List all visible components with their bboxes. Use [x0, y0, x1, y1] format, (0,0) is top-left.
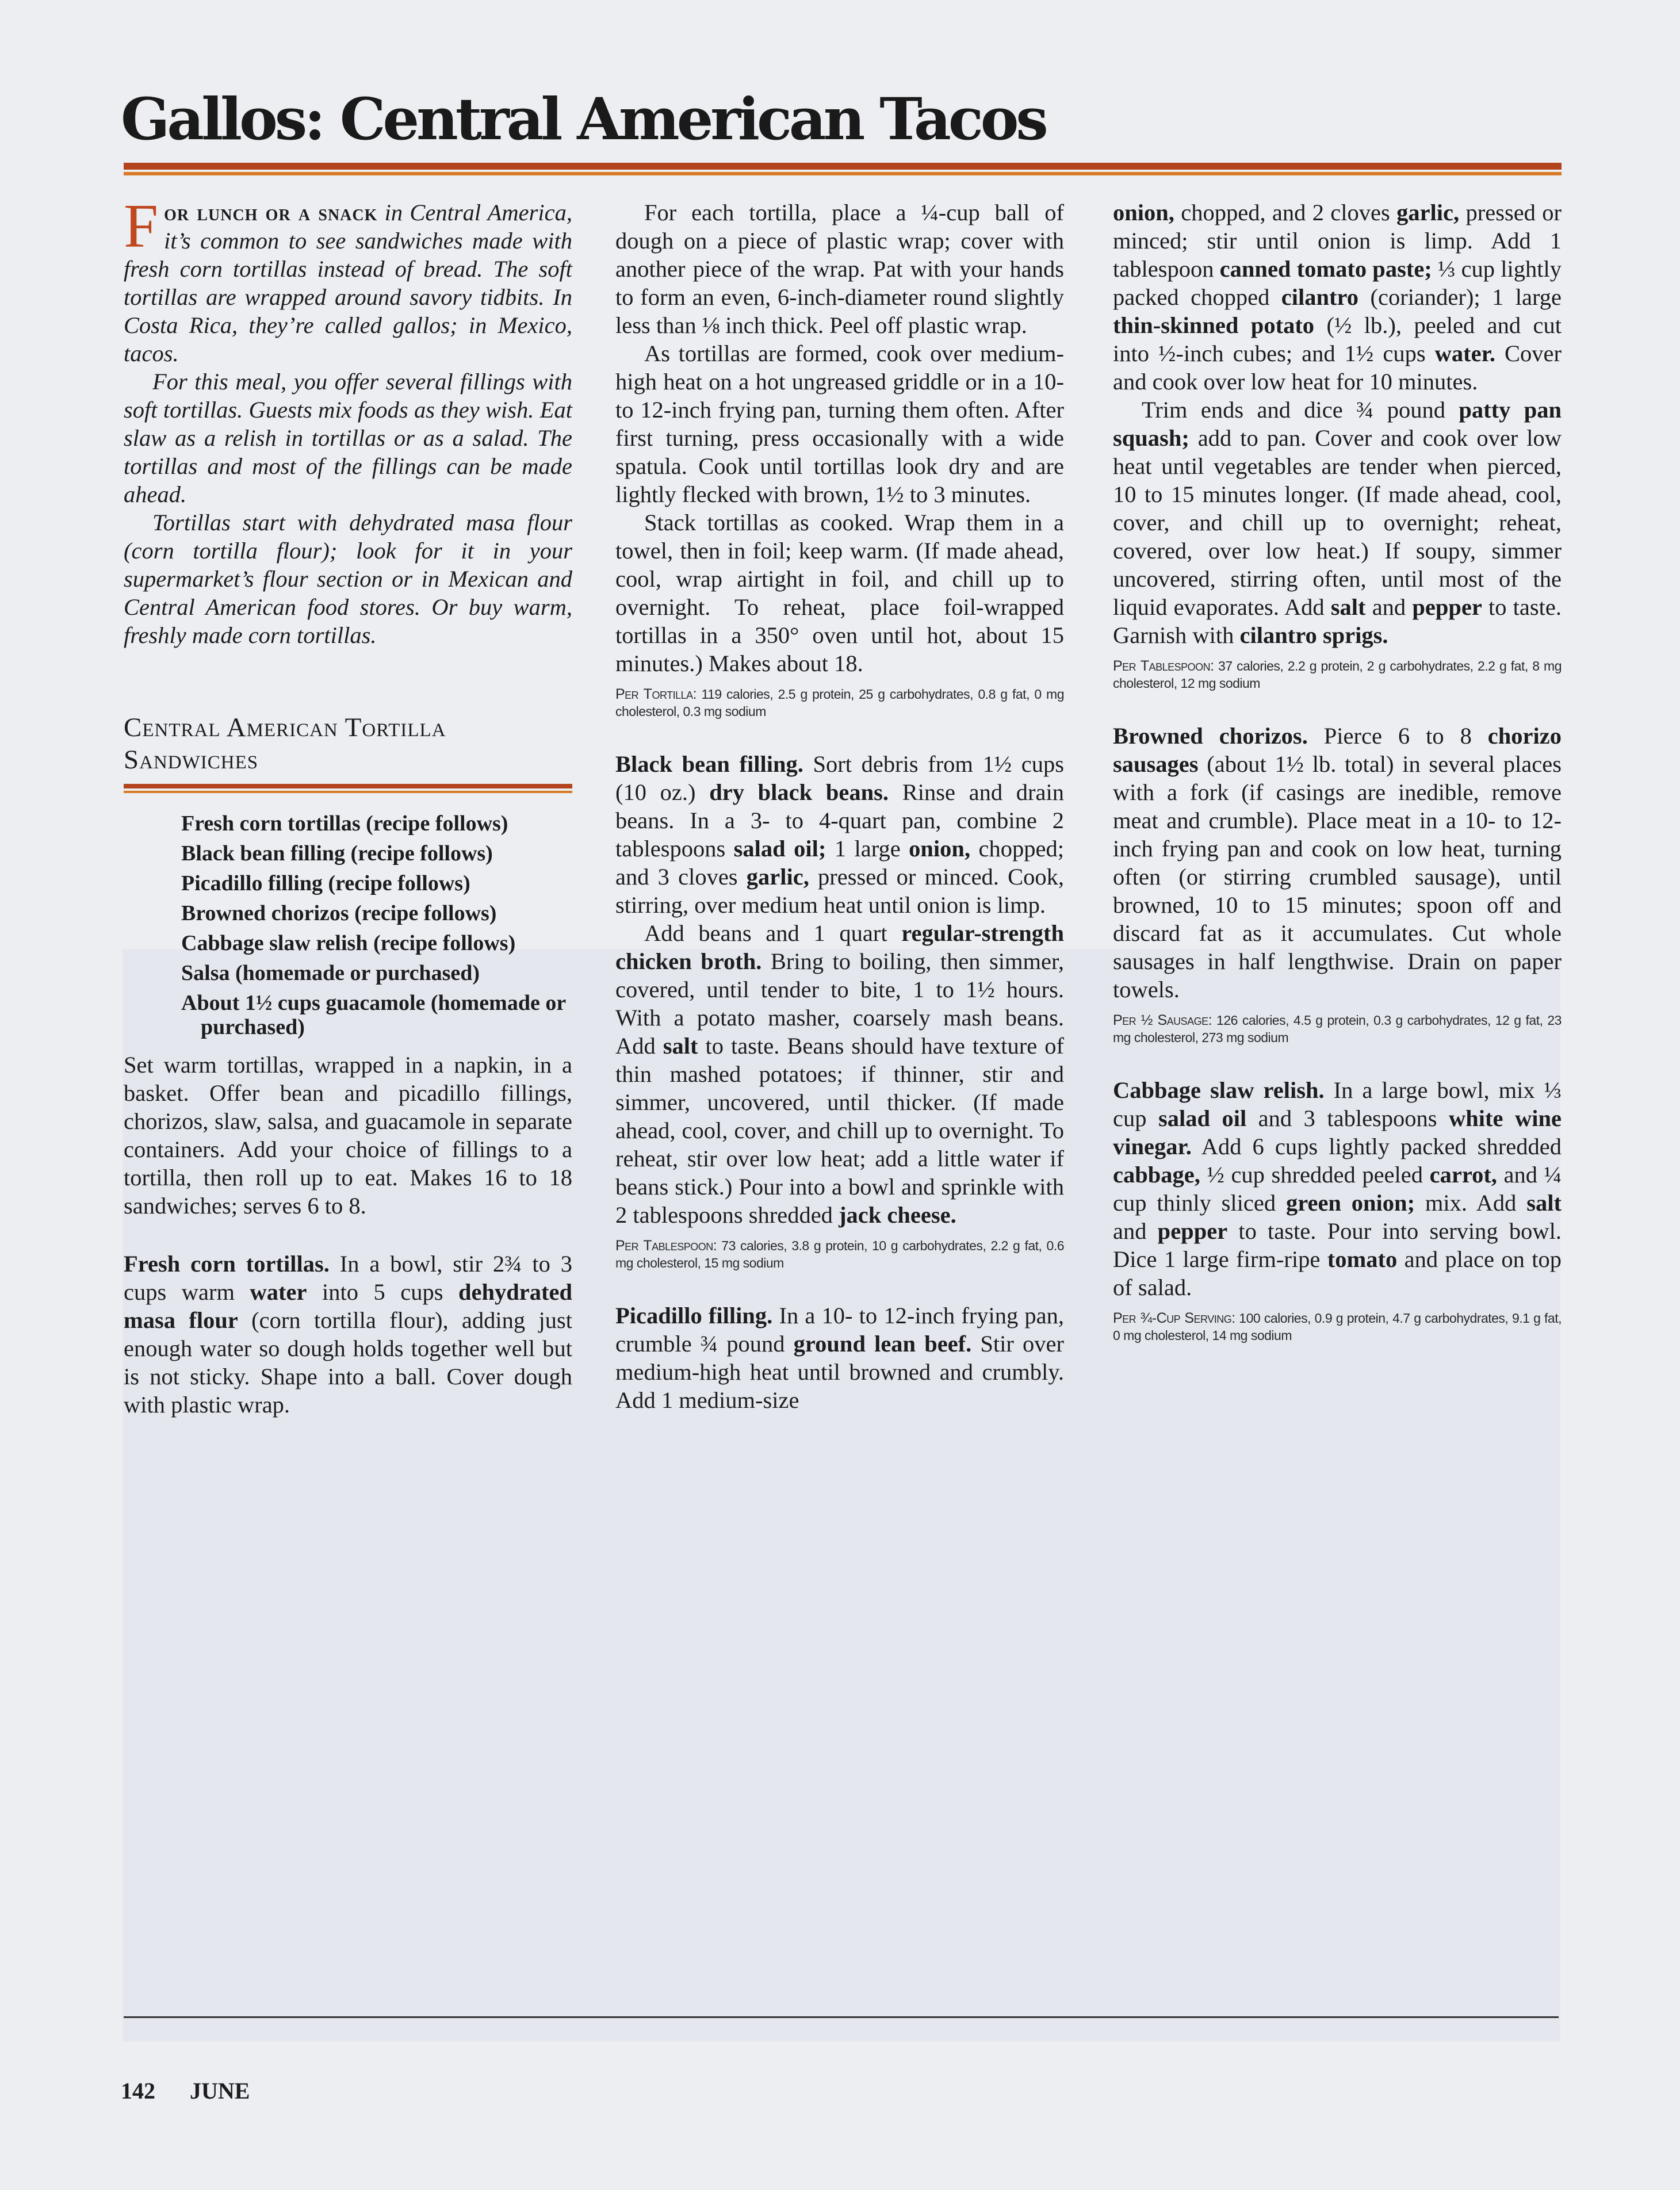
- text-run: chopped, and 2 cloves: [1174, 200, 1397, 225]
- text-run: Pierce 6 to 8: [1307, 723, 1488, 749]
- ingredient-term: water.: [1434, 340, 1495, 366]
- ingredient-term: salt: [663, 1033, 698, 1059]
- ingredient-term: carrot,: [1429, 1162, 1497, 1188]
- recipe-header: [124, 711, 572, 793]
- ingredient-term: garlic,: [746, 864, 809, 890]
- text-run: In a 10- to 12-inch frying pan, crumble ¾ pound: [615, 1303, 1064, 1357]
- ingredient-term: dehydrated masa flour: [124, 1279, 572, 1333]
- ingredient-term: onion,: [1113, 200, 1174, 225]
- nutrition-label: Per Tablespoon:: [1113, 658, 1214, 674]
- ingredient-list: [124, 811, 572, 1039]
- slaw-heading: Cabbage slaw relish.: [1113, 1077, 1325, 1103]
- intro-lead: or lunch or a snack: [164, 200, 378, 225]
- black-bean-paragraph-2: [615, 919, 1064, 1229]
- ingredient-term: ground lean beef.: [793, 1331, 972, 1357]
- text-run: add to pan. Cover and cook over low heat until vegetables are tender when pierced, 10 to 15 minutes longer. (If made ahead, cool, cover, and chill up to overnight; reheat, covered, over low heat.) If soupy, simmer uncovered, stirring often, until most of the liquid evaporates. Add: [1113, 425, 1562, 620]
- chorizos-paragraph: [1113, 722, 1562, 1004]
- ingredient-term: patty pan squash;: [1113, 397, 1562, 451]
- picadillo-paragraph-2: [1113, 396, 1562, 649]
- ingredient-term: salt: [1526, 1190, 1562, 1216]
- text-run: and: [1113, 1218, 1158, 1244]
- ingredient-term: pepper: [1157, 1218, 1228, 1244]
- ingredient-term: salad oil: [1158, 1105, 1247, 1131]
- text-run: Rinse and drain beans. In a 3- to 4-quart pan, combine 2 tablespoons: [615, 779, 1065, 862]
- text-run: into 5 cups: [307, 1279, 458, 1305]
- nutrition-values: 119 calories, 2.5 g protein, 25 g carbohydrates, 0.8 g fat, 0 mg cholesterol, 0.3 mg sodium: [615, 687, 1064, 719]
- column-1: [124, 192, 573, 1419]
- text-run: (½ lb.), peeled and cut into ½-inch cubes; and 1½ cups: [1113, 312, 1562, 366]
- serving-instructions: Set warm tortillas, wrapped in a napkin, in a basket. Offer bean and picadillo fillings, chorizos, slaw, salsa, and guacamole in separate containers. Add your choice of fillings to a tortilla, then roll up to eat. Makes 16 to 18 sandwiches; serves 6 to 8.: [124, 1052, 572, 1219]
- nutrition-values: 37 calories, 2.2 g protein, 2 g carbohydrates, 2.2 g fat, 8 mg cholesterol, 12 mg sodium: [1113, 658, 1562, 691]
- text-run: and: [1365, 594, 1413, 620]
- ingredient-item: Browned chorizos (recipe follows): [181, 901, 497, 925]
- ingredient-term: dry black beans.: [709, 779, 889, 805]
- text-run: and place on top of salad.: [1113, 1246, 1562, 1300]
- recipe-title-line-2: Sandwiches: [124, 745, 259, 775]
- text-run: (coriander); 1 large: [1358, 284, 1562, 310]
- text-run: to taste. Pour into serving bowl. Dice 1 large firm-ripe: [1113, 1218, 1562, 1272]
- ingredient-term: thin-skinned potato: [1113, 312, 1315, 338]
- tortillas-paragraph-3: As tortillas are formed, cook over medium-high heat on a hot ungreased griddle or in a 10- to 12-inch frying pan, turning them often. After first turning, press occasionally with a wide spatula. Cook until tortillas look dry and are lightly flecked with brown, 1½ to 3 minutes.: [615, 340, 1064, 507]
- page-title: Gallos: Central American Tacos: [121, 85, 1046, 153]
- tortillas-heading: Fresh corn tortillas.: [124, 1251, 330, 1277]
- ingredient-term: green onion;: [1285, 1190, 1415, 1216]
- ingredient-term: pepper: [1412, 594, 1482, 620]
- ingredient-term: cilantro: [1281, 284, 1359, 310]
- text-run: mix. Add: [1415, 1190, 1527, 1216]
- title-rule-red: [124, 163, 1562, 170]
- text-run: Bring to boiling, then simmer, covered, until tender to bite, 1 to 1½ hours. With a potato masher, coarsely mash beans. Add: [615, 948, 1064, 1059]
- tortillas-paragraph-1: [124, 1250, 572, 1419]
- ingredient-item: About 1½ cups guacamole (homemade or purchased): [181, 991, 566, 1039]
- ingredient-term: cabbage,: [1113, 1162, 1200, 1188]
- text-run: Sort debris from 1½ cups (10 oz.): [615, 751, 1065, 805]
- ingredient-term: canned tomato paste;: [1219, 256, 1432, 282]
- black-bean-nutrition: [615, 1237, 1064, 1272]
- intro-section: [124, 192, 572, 649]
- column-3: [1113, 198, 1562, 1344]
- drop-cap: F: [124, 192, 159, 261]
- footer-rule: [124, 2016, 1559, 2018]
- text-run: (corn tortilla flour), adding just enough water so dough holds together well but is not sticky. Shape into a ball. Cover dough with plastic wrap.: [124, 1307, 572, 1418]
- title-rule-orange: [124, 172, 1562, 175]
- intro-paragraph-3: Tortillas start with dehydrated masa flour (corn tortilla flour); look for it in your supermarket’s flour section or in Mexican and Central American food stores. Or buy warm, freshly made corn tortillas.: [124, 510, 572, 648]
- picadillo-nutrition: [1113, 657, 1562, 692]
- text-run: pressed or minced. Cook, stirring, over medium heat until onion is limp.: [615, 864, 1064, 918]
- recipe-title-line-1: Central American Tortilla: [124, 713, 446, 742]
- text-run: and 3 tablespoons: [1246, 1105, 1449, 1131]
- ingredient-term: salad oil;: [733, 836, 826, 862]
- text-run: Add 6 cups lightly packed shredded: [1191, 1134, 1562, 1159]
- picadillo-paragraph-1-continued: [1113, 198, 1562, 396]
- ingredient-term: chorizo sausages: [1113, 723, 1562, 777]
- recipe-title: [124, 711, 572, 776]
- chorizos-heading: Browned chorizos.: [1113, 723, 1308, 749]
- nutrition-label: Per Tablespoon:: [615, 1238, 717, 1254]
- intro-text: in Central America, it’s common to see sandwiches made with fresh corn tortillas instead of bread. The soft tortillas are wrapped around savory tidbits. In Costa Rica, they’re called gallos; in Mexico, tacos.: [124, 200, 572, 366]
- text-run: Add beans and 1 quart: [644, 920, 902, 946]
- tortillas-paragraph-4: Stack tortillas as cooked. Wrap them in a towel, then in foil; keep warm. (If made ahead, cool, wrap airtight in foil, and chill up to overnight. To reheat, place foil-wrapped tortillas in a 350° oven until hot, about 15 minutes.) Makes about 18.: [615, 510, 1064, 676]
- issue-month: JUNE: [190, 2078, 250, 2104]
- text-run: ½ cup shredded peeled: [1200, 1162, 1430, 1188]
- ingredient-term: jack cheese.: [839, 1202, 956, 1228]
- text-run: Cover and cook over low heat for 10 minutes.: [1113, 340, 1562, 395]
- text-run: (about 1½ lb. total) in several places with a fork (if casings are inedible, remove meat and crumble). Place meat in a 10- to 12-inch frying pan and cook on low heat, turning often (or stirring crumbled sausage), until browned, 10 to 15 minutes; spoon off and discard fat as it accumulates. Cut whole sausages in half lengthwise. Drain on paper towels.: [1113, 751, 1562, 1002]
- text-run: Trim ends and dice ¾ pound: [1142, 397, 1459, 423]
- text-run: In a bowl, stir 2¾ to 3 cups warm: [124, 1251, 573, 1305]
- text-run: In a large bowl, mix ⅓ cup: [1113, 1077, 1562, 1131]
- column-2: [615, 198, 1064, 1414]
- slaw-paragraph: [1113, 1076, 1562, 1301]
- ingredient-term: water: [250, 1279, 307, 1305]
- nutrition-label: Per ½ Sausage:: [1113, 1012, 1212, 1028]
- black-bean-heading: Black bean filling.: [615, 751, 803, 777]
- recipe-title-rule-orange: [124, 791, 572, 793]
- ingredient-term: tomato: [1327, 1246, 1398, 1272]
- ingredient-term: white wine vinegar.: [1113, 1105, 1562, 1159]
- text-run: pressed or minced; stir until onion is limp. Add 1 tablespoon: [1113, 200, 1562, 282]
- tortillas-nutrition: [615, 686, 1064, 720]
- text-run: to taste. Beans should have texture of thin mashed potatoes; if thinner, stir and simmer, uncovered, until thicker. (If made ahead, cool, cover, and chill up to overnight. To reheat, stir over low heat; add a little water if beans stick.) Pour into a bowl and sprinkle with 2 tablespoons shredded: [615, 1033, 1065, 1228]
- page-number: 142: [121, 2078, 155, 2104]
- intro-paragraph-2: For this meal, you offer several fillings with soft tortillas. Guests mix foods as they wish. Eat slaw as a relish in tortillas or as a salad. The tortillas and most of the fillings can be made ahead.: [124, 369, 572, 507]
- chorizos-nutrition: [1113, 1012, 1562, 1046]
- tortillas-paragraph-2: For each tortilla, place a ¼-cup ball of dough on a piece of plastic wrap; cover with another piece of the wrap. Pat with your hands to form an even, 6-inch-diameter round slightly less than ⅛ inch thick. Peel off plastic wrap.: [615, 200, 1064, 338]
- nutrition-values: 73 calories, 3.8 g protein, 10 g carbohydrates, 2.2 g fat, 0.6 mg cholesterol, 15 mg sodium: [615, 1238, 1064, 1270]
- ingredient-term: onion,: [909, 836, 971, 862]
- nutrition-values: 126 calories, 4.5 g protein, 0.3 g carbohydrates, 12 g fat, 23 mg cholesterol, 273 mg sodium: [1113, 1013, 1562, 1045]
- text-run: chopped; and 3 cloves: [615, 836, 1064, 890]
- picadillo-heading: Picadillo filling.: [615, 1303, 773, 1328]
- slaw-nutrition: [1113, 1310, 1562, 1344]
- nutrition-label: Per ¾-Cup Serving:: [1113, 1310, 1235, 1326]
- ingredient-item: Fresh corn tortillas (recipe follows): [181, 811, 508, 836]
- nutrition-values: 100 calories, 0.9 g protein, 4.7 g carbohydrates, 9.1 g fat, 0 mg cholesterol, 14 mg sodium: [1113, 1311, 1562, 1343]
- ingredient-item: Cabbage slaw relish (recipe follows): [181, 931, 516, 955]
- ingredient-term: salt: [1330, 594, 1366, 620]
- black-bean-paragraph-1: [615, 750, 1064, 919]
- text-run: ⅓ cup lightly packed chopped: [1113, 256, 1562, 310]
- text-run: to taste. Garnish with: [1113, 594, 1562, 648]
- text-run: Stir over medium-high heat until browned and crumbly. Add 1 medium-size: [615, 1331, 1064, 1413]
- ingredient-term: cilantro sprigs.: [1239, 622, 1388, 648]
- ingredient-term: regular-strength chicken broth.: [615, 920, 1064, 974]
- ingredient-item: Picadillo filling (recipe follows): [181, 871, 470, 895]
- nutrition-label: Per Tortilla:: [615, 686, 697, 702]
- text-run: 1 large: [826, 836, 909, 862]
- ingredient-term: garlic,: [1396, 200, 1460, 225]
- picadillo-paragraph-1-start: [615, 1301, 1064, 1414]
- ingredient-item: Salsa (homemade or purchased): [181, 961, 480, 985]
- text-run: and ¼ cup thinly sliced: [1113, 1162, 1562, 1216]
- recipe-title-rule-red: [124, 784, 572, 788]
- intro-paragraph-1: [124, 192, 572, 367]
- ingredient-item: Black bean filling (recipe follows): [181, 841, 493, 866]
